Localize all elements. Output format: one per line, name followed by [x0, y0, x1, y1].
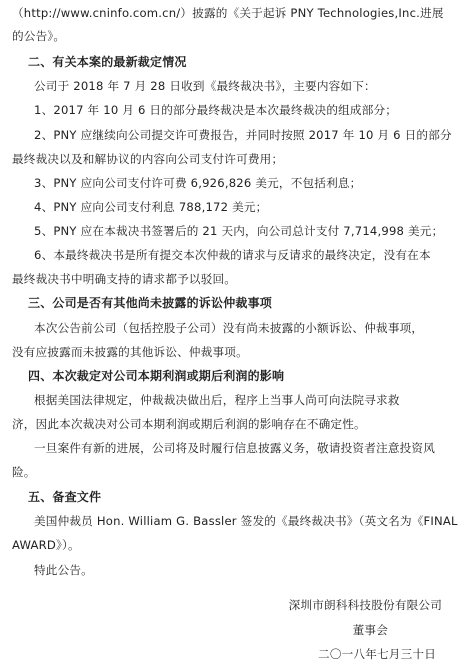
- section-2-line: 4、PNY 应向公司支付利息 788,172 美元；: [34, 200, 268, 214]
- signature-date: 二〇一八年七月三十日: [318, 647, 436, 661]
- section-2-line: 5、PNY 应在本裁决书签署后的 21 天内，向公司总计支付 7,714,998 美元；: [34, 224, 444, 238]
- closing-text: 特此公告。: [34, 563, 93, 577]
- section-5-line: AWARD》）。: [12, 538, 80, 552]
- intro-line-2: 的公告》。: [12, 29, 66, 43]
- intro-line-1: （http://www.cninfo.com.cn/）披露的《关于起诉 PNY Technologies,Inc.进展: [12, 6, 444, 20]
- section-3-line: 没有应披露而未披露的其他诉讼、仲裁事项。: [12, 345, 248, 359]
- section-2-line: 最终裁决以及和解协议的内容向公司支付许可费用；: [12, 152, 284, 166]
- section-2-line: 3、PNY 应向公司支付许可费 6,926,826 美元，不包括利息；: [34, 176, 362, 190]
- signature-company: 深圳市朗科科技股份有限公司: [288, 598, 442, 612]
- section-4-line: 济，因此本次裁决对公司本期利润或期后利润的影响存在不确定性。: [12, 417, 366, 431]
- section-3-heading: 三、公司是否有其他尚未披露的诉讼仲裁事项: [28, 296, 273, 310]
- section-5-heading: 五、备查文件: [28, 490, 102, 504]
- section-4-line: 险。: [12, 465, 36, 479]
- section-3-line: 本次公告前公司（包括控股子公司）没有尚未披露的小额诉讼、仲裁事项，: [34, 321, 424, 335]
- section-2-heading: 二、有关本案的最新裁定情况: [28, 55, 187, 69]
- section-5-line: 美国仲裁员 Hon. William G. Bassler 签发的《最终裁决书》（英文名为《FINAL: [34, 514, 458, 528]
- section-2-line: 6、本最终裁决书是所有提交本次仲裁的请求与反请求的最终决定，没有在本: [34, 248, 431, 262]
- section-4-line: 根据美国法律规定，仲裁裁决做出后，程序上当事人尚可向法院寻求救: [34, 393, 400, 407]
- section-2-line: 2、PNY 应继续向公司提交许可费报告，并同时按照 2017 年 10 月 6 日的部分: [34, 128, 452, 142]
- section-4-heading: 四、本次裁定对公司本期利润或期后利润的影响: [28, 369, 285, 383]
- section-2-line: 最终裁决书中明确支持的请求都予以驳回。: [12, 272, 237, 286]
- section-2-line: 1、2017 年 10 月 6 日的部分最终裁决是本次最终裁决的组成部分；: [34, 103, 398, 117]
- section-2-line: 公司于 2018 年 7 月 28 日收到《最终裁决书》，主要内容如下：: [34, 79, 376, 93]
- signature-board: 董事会: [352, 623, 388, 637]
- section-4-line: 一旦案件有新的进展，公司将及时履行信息披露义务，敬请投资者注意投资风: [34, 441, 435, 455]
